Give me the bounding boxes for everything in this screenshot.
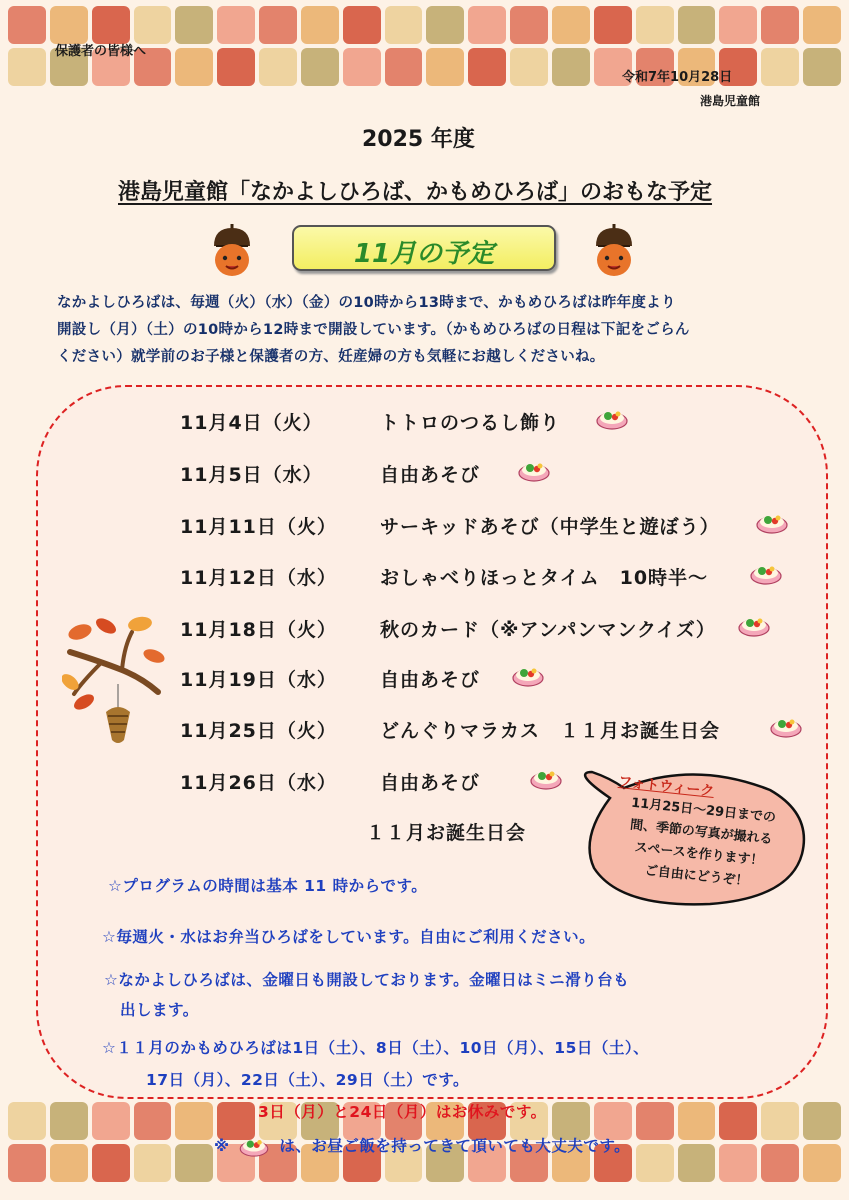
decorative-tile	[761, 48, 799, 86]
schedule-row	[180, 408, 560, 435]
schedule-date: 11月26日（水）	[180, 772, 337, 794]
schedule-event: 自由あそび	[380, 669, 481, 691]
decorative-tile	[636, 1102, 674, 1140]
acorn-character-icon	[210, 222, 254, 278]
bento-box-icon	[738, 613, 770, 637]
photo-week-title: フォトウィーク	[617, 773, 715, 800]
decorative-tile	[259, 48, 297, 86]
schedule-date: 11月5日（水）	[180, 464, 323, 486]
decorative-tile	[719, 6, 757, 44]
decorative-tile	[803, 48, 841, 86]
decorative-tile	[468, 6, 506, 44]
page-title: 港島児童館「なかよしひろば、かもめひろば」のおもな予定	[118, 180, 713, 205]
photo-week-line: 間、季節の写真が撮れる	[629, 817, 774, 848]
decorative-tile	[678, 6, 716, 44]
schedule-row	[180, 563, 708, 590]
decorative-tile	[301, 48, 339, 86]
footer-note	[214, 1134, 630, 1157]
fiscal-year: 2025 年度	[362, 127, 475, 152]
decorative-tile	[343, 6, 381, 44]
footer-text: は、お昼ご飯を持ってきて頂いても大丈夫です。	[279, 1137, 631, 1155]
decorative-tile	[8, 48, 46, 86]
intro-line: 開設し（月）（土）の10時から12時まで開設しています。（かもめひろばの日程は下記をごらん	[57, 322, 690, 338]
photo-week-line: スペースを作ります！	[633, 840, 765, 869]
decorative-tile	[134, 1144, 172, 1182]
note-closed-days: 3日（月）と24日（月）はお休みです。	[258, 1103, 547, 1121]
decorative-tile	[803, 1144, 841, 1182]
autumn-branch-icon	[62, 612, 172, 752]
decorative-tile	[426, 6, 464, 44]
month-banner-label: 11月の予定	[353, 239, 495, 269]
decorative-tile	[761, 1144, 799, 1182]
bento-box-icon	[530, 766, 562, 790]
schedule-date: 11月25日（火）	[180, 720, 337, 742]
decorative-tile	[301, 6, 339, 44]
schedule-date: 11月18日（火）	[180, 619, 337, 641]
decorative-tile	[803, 6, 841, 44]
decorative-tile	[134, 1102, 172, 1140]
decorative-tile	[803, 1102, 841, 1140]
intro-line: なかよしひろばは、毎週（火）（水）（金）の10時から13時まで、かもめひろばは昨年度より	[57, 295, 676, 311]
decorative-tile	[385, 48, 423, 86]
greeting: 保護者の皆様へ	[55, 44, 147, 59]
bento-box-icon	[750, 561, 782, 585]
schedule-date: 11月11日（火）	[180, 516, 337, 538]
decorative-tile	[510, 6, 548, 44]
decorative-tile	[217, 48, 255, 86]
decorative-tile	[385, 6, 423, 44]
decorative-tile	[552, 48, 590, 86]
acorn-character-icon	[592, 222, 636, 278]
decorative-tile	[175, 1144, 213, 1182]
photo-week-line: ご自由にどうぞ！	[644, 863, 750, 890]
intro-paragraph	[57, 290, 817, 371]
note-friday: ☆なかよしひろばは、金曜日も開設しております。金曜日はミニ滑り台も	[104, 971, 630, 989]
decorative-tile	[8, 6, 46, 44]
schedule-row	[180, 460, 480, 487]
decorative-tile	[678, 1144, 716, 1182]
decorative-tile	[719, 1144, 757, 1182]
note-bento-days: ☆毎週火・水はお弁当ひろばをしています。自由にご利用ください。	[102, 928, 596, 946]
decorative-tile	[343, 48, 381, 86]
decorative-tile	[92, 6, 130, 44]
schedule-date: 11月12日（水）	[180, 567, 337, 589]
bento-box-icon	[512, 663, 544, 687]
schedule-event: どんぐりマラカス １１月お誕生日会	[380, 720, 721, 742]
decorative-tile	[761, 6, 799, 44]
schedule-event: 自由あそび	[380, 772, 481, 794]
bento-box-icon	[756, 510, 788, 534]
schedule-row	[180, 665, 480, 692]
decorative-tile	[92, 1144, 130, 1182]
schedule-date: 11月4日（火）	[180, 412, 323, 434]
note-kamome-dates-cont: 17日（月）、22日（土）、29日（土）です。	[146, 1071, 469, 1089]
bento-box-icon	[518, 458, 550, 482]
decorative-tile	[134, 6, 172, 44]
month-banner	[292, 225, 556, 271]
schedule-event: サーキッドあそび（中学生と遊ぼう）	[380, 516, 720, 538]
schedule-event: 秋のカード（※アンパンマンクイズ）	[380, 619, 716, 641]
decorative-tile	[175, 1102, 213, 1140]
decorative-tile	[426, 48, 464, 86]
decorative-tile	[8, 1144, 46, 1182]
schedule-event: トトロのつるし飾り	[380, 412, 561, 434]
schedule-event: おしゃべりほっとタイム 10時半～	[380, 567, 709, 589]
decorative-tile	[552, 6, 590, 44]
decorative-tile	[175, 48, 213, 86]
decorative-tile	[50, 6, 88, 44]
schedule-row	[180, 512, 720, 539]
issue-date: 令和7年10月28日	[622, 70, 733, 85]
decorative-tile	[468, 48, 506, 86]
decorative-tile	[678, 1102, 716, 1140]
decorative-tile	[50, 1102, 88, 1140]
bento-box-icon	[770, 714, 802, 738]
note-program-time: ☆プログラムの時間は基本 11 時からです。	[108, 877, 428, 895]
decorative-tile	[636, 1144, 674, 1182]
schedule-row	[180, 716, 720, 743]
organization-name: 港島児童館	[700, 94, 761, 108]
decorative-tile	[92, 1102, 130, 1140]
decorative-tile	[50, 1144, 88, 1182]
footer-mark: ※	[214, 1137, 230, 1155]
photo-week-line: 11月25日～29日までの	[630, 795, 777, 826]
note-kamome-dates: ☆１１月のかもめひろばは1日（土）、8日（土）、10日（月）、15日（土）、	[102, 1039, 650, 1057]
bento-box-icon	[596, 406, 628, 430]
bento-box-icon	[239, 1135, 269, 1157]
decorative-tile	[510, 48, 548, 86]
decorative-tile	[636, 6, 674, 44]
decorative-tile	[259, 6, 297, 44]
schedule-row	[180, 615, 716, 642]
decorative-tile	[175, 6, 213, 44]
decorative-tile	[8, 1102, 46, 1140]
schedule-date: 11月19日（水）	[180, 669, 337, 691]
decorative-tile	[761, 1102, 799, 1140]
decorative-tile	[594, 6, 632, 44]
schedule-row	[180, 768, 480, 795]
intro-line: ください）就学前のお子様と保護者の方、妊産婦の方も気軽にお越しくださいね。	[57, 349, 605, 365]
decorative-tile	[217, 6, 255, 44]
schedule-event: 自由あそび	[380, 464, 481, 486]
birthday-note: １１月お誕生日会	[366, 822, 527, 844]
note-friday-cont: 出します。	[120, 1001, 199, 1019]
decorative-tile	[719, 1102, 757, 1140]
